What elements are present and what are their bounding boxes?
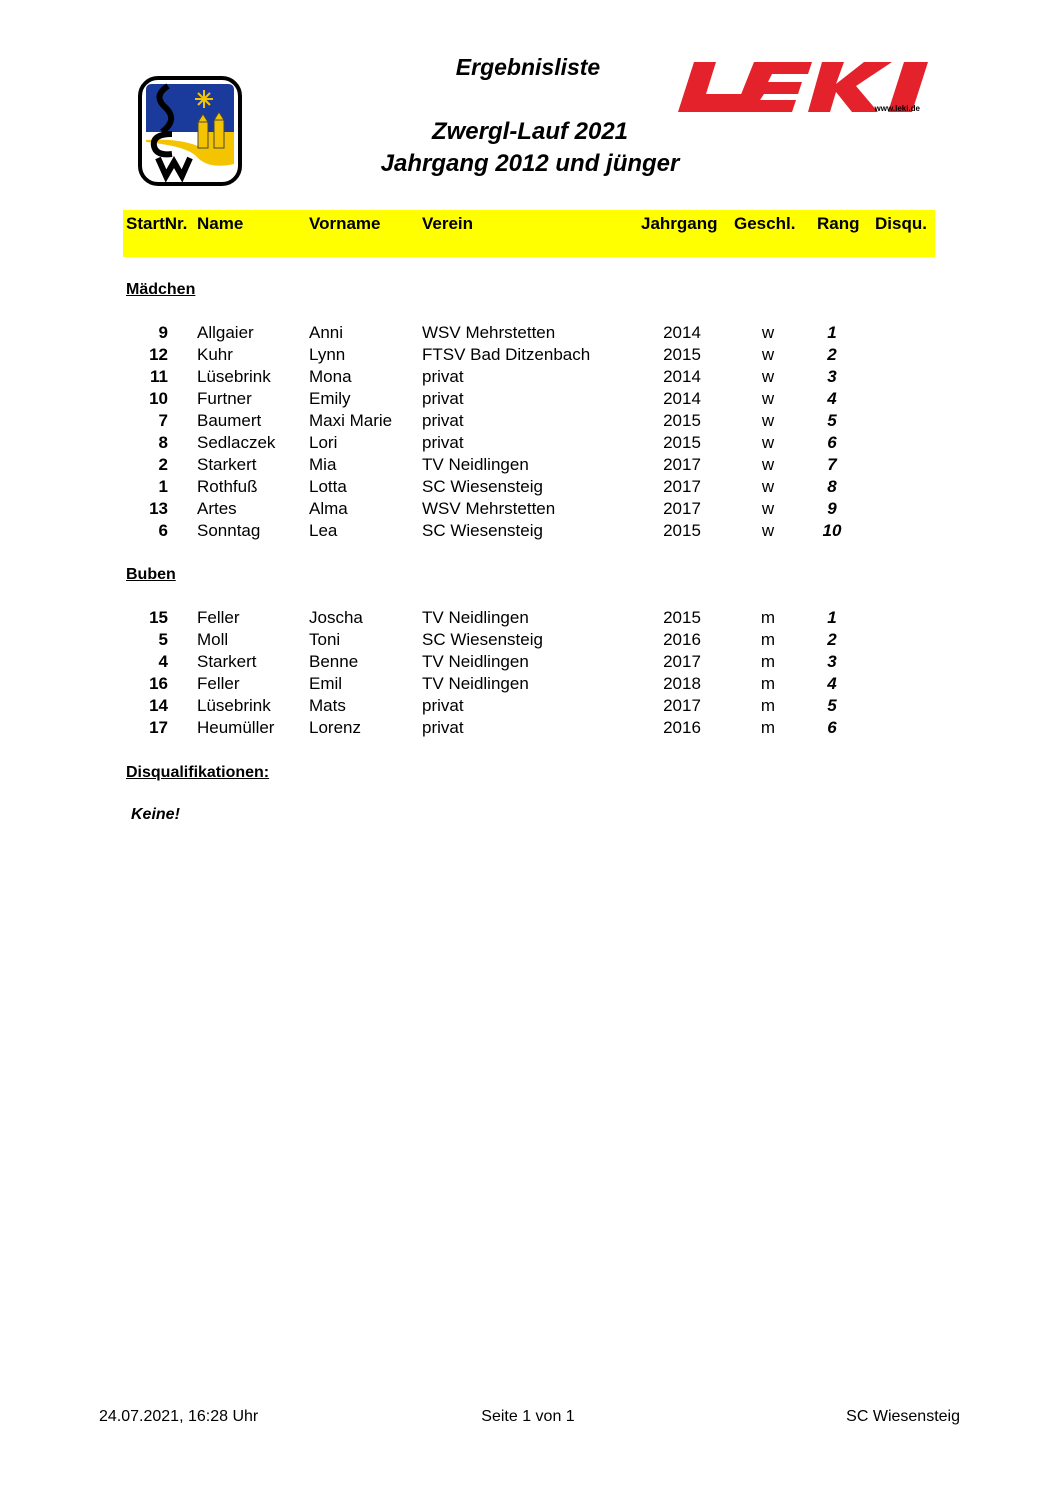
table-row	[0, 652, 1058, 674]
col-name: Name	[197, 214, 244, 233]
club: FTSV Bad Ditzenbach	[422, 345, 591, 364]
col-jahrgang: Jahrgang	[641, 214, 718, 233]
category-title: Jahrgang 2012 und jünger	[380, 150, 680, 177]
club: privat	[422, 389, 464, 408]
gender: w	[761, 455, 775, 474]
start-number: 13	[149, 499, 168, 518]
birth-year: 2017	[663, 652, 701, 671]
birth-year: 2015	[663, 345, 701, 364]
gender: w	[761, 499, 775, 518]
start-number: 6	[158, 521, 168, 540]
last-name: Artes	[197, 499, 237, 518]
start-number: 5	[158, 630, 168, 649]
gender: w	[761, 411, 775, 430]
gender: w	[761, 521, 775, 540]
club: SC Wiesensteig	[422, 477, 543, 496]
gender: m	[760, 652, 776, 671]
col-rang: Rang	[817, 214, 860, 233]
club: privat	[422, 367, 464, 386]
birth-year: 2018	[663, 674, 701, 693]
gender: w	[761, 345, 775, 364]
table-row	[0, 367, 1058, 389]
start-number: 17	[149, 718, 168, 737]
birth-year: 2016	[663, 718, 701, 737]
club: WSV Mehrstetten	[422, 323, 556, 342]
birth-year: 2014	[663, 389, 701, 408]
club: privat	[422, 433, 464, 452]
col-vorname: Vorname	[309, 214, 381, 233]
gender: w	[761, 433, 775, 452]
section-title-girls: Mädchen	[126, 281, 196, 298]
rank: 2	[827, 345, 837, 364]
table-row	[0, 411, 1058, 433]
table-row	[0, 433, 1058, 455]
birth-year: 2017	[663, 455, 701, 474]
first-name: Joscha	[309, 608, 363, 627]
gender: m	[760, 630, 776, 649]
start-number: 9	[158, 323, 168, 342]
table-row	[0, 499, 1058, 521]
last-name: Heumüller	[197, 718, 275, 737]
birth-year: 2014	[663, 367, 701, 386]
birth-year: 2015	[663, 433, 701, 452]
rank: 3	[827, 367, 837, 386]
start-number: 4	[158, 652, 168, 671]
first-name: Maxi Marie	[309, 411, 393, 430]
start-number: 11	[150, 367, 168, 386]
birth-year: 2016	[663, 630, 701, 649]
start-number: 14	[149, 696, 168, 715]
last-name: Starkert	[197, 652, 257, 671]
first-name: Lorenz	[309, 718, 361, 737]
birth-year: 2015	[663, 608, 701, 627]
sponsor-url: www.leki.de	[874, 104, 920, 113]
rank: 2	[827, 630, 837, 649]
table-row	[0, 323, 1058, 345]
last-name: Allgaier	[197, 323, 254, 342]
birth-year: 2017	[663, 499, 701, 518]
rank: 9	[827, 499, 837, 518]
rank: 7	[827, 455, 837, 474]
club-logo	[138, 76, 242, 186]
start-number: 15	[149, 608, 168, 627]
col-geschl: Geschl.	[734, 214, 796, 233]
last-name: Baumert	[197, 411, 262, 430]
club: TV Neidlingen	[422, 674, 529, 693]
rank: 1	[827, 608, 837, 627]
footer-club: SC Wiesensteig	[846, 1408, 960, 1425]
start-number: 1	[158, 477, 168, 496]
col-startnr: StartNr.	[126, 214, 188, 233]
rank: 4	[827, 389, 837, 408]
gender: m	[760, 674, 776, 693]
birth-year: 2014	[663, 323, 701, 342]
gender: w	[761, 367, 775, 386]
first-name: Lynn	[309, 345, 346, 364]
table-row	[0, 455, 1058, 477]
club: privat	[422, 411, 464, 430]
last-name: Rothfuß	[197, 477, 258, 496]
first-name: Anni	[309, 323, 344, 342]
table-row	[0, 696, 1058, 718]
club: WSV Mehrstetten	[422, 499, 556, 518]
last-name: Lüsebrink	[197, 367, 271, 386]
rank: 5	[827, 411, 837, 430]
gender: m	[760, 718, 776, 737]
gender: m	[760, 696, 776, 715]
first-name: Mia	[309, 455, 337, 474]
first-name: Lotta	[309, 477, 347, 496]
start-number: 8	[158, 433, 168, 452]
disqualifications-text: Keine!	[131, 806, 180, 823]
first-name: Toni	[309, 630, 341, 649]
first-name: Emily	[309, 389, 351, 408]
start-number: 12	[149, 345, 168, 364]
rank: 4	[827, 674, 837, 693]
disqualifications-title: Disqualifikationen:	[126, 764, 270, 781]
col-verein: Verein	[422, 214, 474, 233]
last-name: Starkert	[197, 455, 257, 474]
club: TV Neidlingen	[422, 608, 529, 627]
gender: w	[761, 323, 775, 342]
page-title: Ergebnisliste	[455, 54, 601, 80]
start-number: 7	[158, 411, 168, 430]
last-name: Furtner	[197, 389, 252, 408]
first-name: Mona	[309, 367, 352, 386]
birth-year: 2017	[663, 696, 701, 715]
birth-year: 2015	[663, 411, 701, 430]
col-disqu: Disqu.	[875, 214, 927, 233]
club: privat	[422, 696, 464, 715]
table-row	[0, 630, 1058, 652]
rank: 3	[827, 652, 837, 671]
table-row	[0, 477, 1058, 499]
first-name: Mats	[309, 696, 346, 715]
birth-year: 2017	[663, 477, 701, 496]
last-name: Moll	[197, 630, 229, 649]
club: TV Neidlingen	[422, 455, 529, 474]
club: SC Wiesensteig	[422, 521, 543, 540]
last-name: Lüsebrink	[197, 696, 271, 715]
last-name: Feller	[197, 608, 240, 627]
first-name: Alma	[309, 499, 348, 518]
footer-page: Seite 1 von 1	[481, 1408, 575, 1425]
club: SC Wiesensteig	[422, 630, 543, 649]
table-header	[123, 210, 935, 257]
table-row	[0, 389, 1058, 411]
start-number: 16	[149, 674, 168, 693]
rank: 10	[822, 521, 842, 540]
table-row	[0, 718, 1058, 740]
club: privat	[422, 718, 464, 737]
rank: 6	[827, 718, 837, 737]
first-name: Emil	[309, 674, 343, 693]
rank: 8	[827, 477, 837, 496]
rank: 5	[827, 696, 837, 715]
table-row	[0, 608, 1058, 630]
first-name: Lea	[309, 521, 338, 540]
table-row	[0, 521, 1058, 543]
club: TV Neidlingen	[422, 652, 529, 671]
first-name: Benne	[309, 652, 359, 671]
gender: w	[761, 389, 775, 408]
last-name: Kuhr	[197, 345, 233, 364]
gender: m	[760, 608, 776, 627]
gender: w	[761, 477, 775, 496]
footer-timestamp: 24.07.2021, 16:28 Uhr	[99, 1408, 259, 1425]
last-name: Sedlaczek	[197, 433, 276, 452]
table-row	[0, 345, 1058, 367]
start-number: 10	[149, 389, 168, 408]
event-title: Zwergl-Lauf 2021	[431, 118, 629, 145]
rank: 1	[827, 323, 837, 342]
rank: 6	[827, 433, 837, 452]
section-title-boys: Buben	[126, 566, 176, 583]
table-row	[0, 674, 1058, 696]
first-name: Lori	[309, 433, 338, 452]
start-number: 2	[158, 455, 168, 474]
birth-year: 2015	[663, 521, 701, 540]
last-name: Sonntag	[197, 521, 261, 540]
last-name: Feller	[197, 674, 240, 693]
